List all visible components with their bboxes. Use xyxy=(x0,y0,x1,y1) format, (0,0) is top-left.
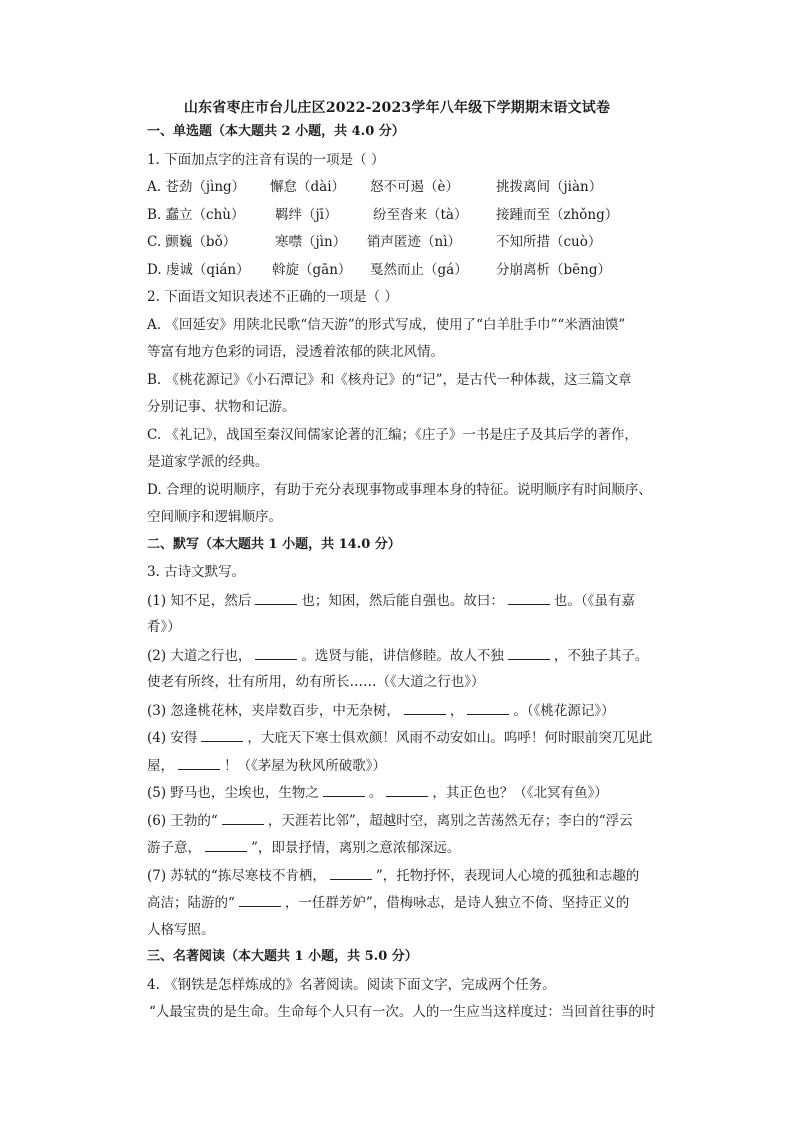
q3-item-7-cont2: 人格写照。 xyxy=(147,922,215,938)
page-title: 山东省枣庄市台儿庄区2022-2023学年八年级下学期期末语文试卷 xyxy=(183,100,611,116)
answer-blank[interactable] xyxy=(205,837,247,852)
q1-option-b-1: B. 蠢立（chù） xyxy=(147,207,245,223)
q3-item-4: (4) 安得 ，大庇天下寒士俱欢颜！风雨不动安如山。呜呼！何时眼前突兀见此 xyxy=(147,727,652,748)
q3-stem: 3. 古诗文默写。 xyxy=(147,564,246,580)
q1-option-a-3: 怒不可遏（è） xyxy=(370,179,459,195)
q3-item-1-cont: 肴》） xyxy=(147,619,181,635)
q3-item-7: (7) 苏轼的“拣尽寒枝不肯栖， ”，托物抒怀，表现词人心境的孤独和志趣的 xyxy=(147,865,639,886)
answer-blank[interactable] xyxy=(201,727,243,742)
q3-item-2-cont: 使老有所终，壮有所用，幼有所长……（《大道之行也》） xyxy=(147,674,485,690)
answer-blank[interactable] xyxy=(323,782,365,797)
q1-option-c-2: 寒噤（jìn） xyxy=(275,234,347,250)
answer-blank[interactable] xyxy=(239,892,281,907)
q2-line: 空间顺序和逻辑顺序。 xyxy=(147,509,282,525)
q2-line: 等富有地方色彩的词语，浸透着浓郁的陕北风情。 xyxy=(147,344,444,360)
q1-option-d-1: D. 虔诚（qián） xyxy=(147,262,250,278)
q2-stem: 2. 下面语文知识表述不正确的一项是（ ） xyxy=(147,289,398,305)
q2-line: 分别记事、状物和记游。 xyxy=(147,399,296,415)
q2-line: 是道家学派的经典。 xyxy=(147,454,269,470)
q1-option-b-4: 接踵而至（zhǒng） xyxy=(496,207,619,223)
q1-option-d-3: 戛然而止（gá） xyxy=(370,262,468,278)
answer-blank[interactable] xyxy=(508,590,550,605)
q4-passage-line: “人最宝贵的是生命。生命每个人只有一次。人的一生应当这样度过：当回首往事的时 xyxy=(149,1004,656,1020)
q1-option-c-3: 销声匿迹（nì） xyxy=(367,234,462,250)
q3-item-2: (2) 大道之行也， 。选贤与能，讲信修睦。故人不独 ，不独子其子。 xyxy=(147,645,648,666)
answer-blank[interactable] xyxy=(404,700,446,715)
answer-blank[interactable] xyxy=(330,865,372,880)
q2-line: C. 《礼记》，战国至秦汉间儒家论著的汇编；《庄子》一书是庄子及其后学的著作， xyxy=(147,427,638,443)
q1-option-d-2: 斡旋（gān） xyxy=(272,262,352,278)
answer-blank[interactable] xyxy=(508,645,550,660)
q2-line: B. 《桃花源记》《小石潭记》和《核舟记》的“记”，是古代一种体裁，这三篇文章 xyxy=(147,372,632,388)
q3-item-6: (6) 王勃的“ ，天涯若比邻”，超越时空，离别之苦荡然无存；李白的“浮云 xyxy=(147,810,633,831)
answer-blank[interactable] xyxy=(222,810,264,825)
section-heading-3: 三、名著阅读（本大题共 1 小题，共 5.0 分） xyxy=(147,949,418,964)
q4-stem: 4. 《钢铁是怎样炼成的》名著阅读。阅读下面文字，完成两个任务。 xyxy=(147,977,556,993)
q3-item-3: (3) 忽逢桃花林，夹岸数百步，中无杂树， ， 。（《桃花源记》） xyxy=(147,700,615,721)
q3-item-6-cont: 游子意， ”，即景抒情，离别之意浓郁深远。 xyxy=(147,837,460,858)
q1-stem: 1. 下面加点字的注音有误的一项是（ ） xyxy=(147,152,385,168)
q2-line: A. 《回延安》用陕北民歌“信天游”的形式写成，使用了“白羊肚手巾”“米酒油馍” xyxy=(147,317,626,333)
answer-blank[interactable] xyxy=(255,645,297,660)
answer-blank[interactable] xyxy=(386,782,428,797)
q1-option-d-4: 分崩离析（bēng） xyxy=(496,262,611,278)
q3-item-4-cont: 屋， ！（《茅屋为秋风所破歌》） xyxy=(147,755,386,776)
q2-line: D. 合理的说明顺序，有助于充分表现事物或事理本身的特征。说明顺序有时间顺序、 xyxy=(147,482,652,498)
answer-blank[interactable] xyxy=(178,755,220,770)
q1-option-a-4: 挑拨离间（jiàn） xyxy=(496,179,603,195)
q1-option-a-2: 懈怠（dài） xyxy=(270,179,346,195)
q1-option-a-1: A. 苍劲（jìng） xyxy=(147,179,246,195)
q1-option-b-3: 纷至沓来（tà） xyxy=(373,207,468,223)
q3-item-1: (1) 知不足，然后 也；知困，然后能自强也。故曰： 也。（《虽有嘉 xyxy=(147,590,635,611)
answer-blank[interactable] xyxy=(467,700,509,715)
q3-item-5: (5) 野马也，尘埃也，生物之 。 ，其正色也？（《北冥有鱼》） xyxy=(147,782,608,803)
q3-item-7-cont: 高洁；陆游的“ ，一任群芳妒”，借梅咏志，是诗人独立不倚、坚持正义的 xyxy=(147,892,629,913)
q1-option-c-1: C. 颤巍（bǒ） xyxy=(147,234,237,250)
q1-option-b-2: 羁绊（jī） xyxy=(275,207,338,223)
section-heading-1: 一、单选题（本大题共 2 小题，共 4.0 分） xyxy=(147,124,405,139)
answer-blank[interactable] xyxy=(255,590,297,605)
section-heading-2: 二、默写（本大题共 1 小题，共 14.0 分） xyxy=(147,537,401,552)
q1-option-c-4: 不知所措（cuò） xyxy=(496,234,602,250)
